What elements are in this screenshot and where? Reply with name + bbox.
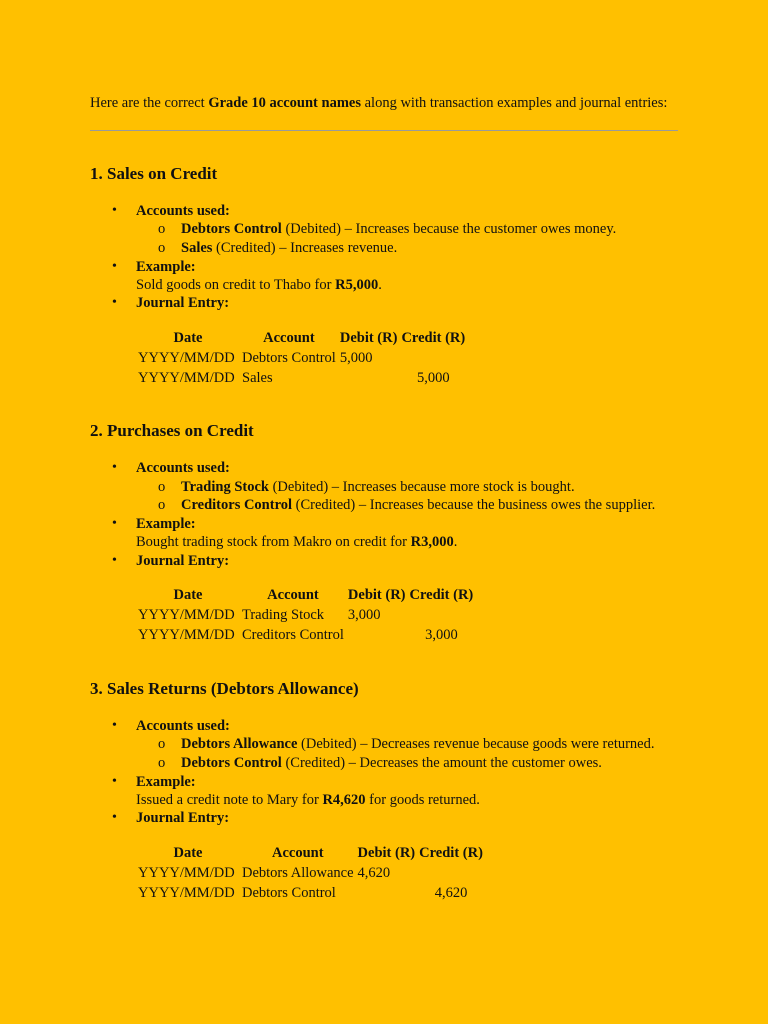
section-bullet-list <box>90 202 680 312</box>
account-item <box>136 754 680 773</box>
cell-credit: 3,000 <box>425 627 458 644</box>
list-item-journal-entry <box>90 552 680 570</box>
section-bullet-list <box>90 459 680 569</box>
account-desc: (Credited) – Increases revenue. <box>212 240 398 256</box>
table-row <box>136 348 467 368</box>
header-date: Date <box>173 844 203 861</box>
cell-account: Trading Stock <box>242 607 325 624</box>
sub-bullet-icon: o <box>158 754 166 771</box>
header-date: Date <box>173 587 203 604</box>
account-name: Sales <box>181 240 213 256</box>
cell-credit: 4,620 <box>434 884 468 901</box>
header-debit: Debit (R) <box>339 329 398 346</box>
account-name: Debtors Control <box>181 221 282 238</box>
list-item-example <box>90 258 680 294</box>
account-desc: (Credited) – Increases because the business owes the supplier. <box>292 497 656 514</box>
section-title: 2. Purchases on Credit <box>90 421 254 441</box>
section-sales-returns <box>90 679 680 903</box>
cell-account: Creditors Control <box>242 627 344 644</box>
cell-debit: 4,620 <box>357 864 391 881</box>
table-row <box>136 883 485 903</box>
sub-bullet-icon: o <box>158 240 166 256</box>
sub-bullet-icon: o <box>158 736 166 753</box>
table-row <box>136 368 467 388</box>
journal-header-row <box>136 328 467 348</box>
cell-debit <box>346 626 408 646</box>
cell-debit <box>356 883 418 903</box>
header-credit: Credit (R) <box>419 844 483 861</box>
header-credit: Credit (R) <box>409 587 474 604</box>
example-text-before: Issued a credit note to Mary for <box>136 791 323 808</box>
document-page <box>90 94 680 903</box>
intro-paragraph <box>90 94 680 112</box>
cell-debit: 5,000 <box>339 349 373 366</box>
account-item <box>136 735 680 754</box>
account-name: Debtors Control <box>181 754 282 771</box>
sub-bullet-icon: o <box>158 221 166 238</box>
header-account: Account <box>263 329 315 346</box>
intro-text-bold: Grade 10 account names <box>208 95 361 111</box>
accounts-sub-list <box>136 735 680 773</box>
journal-table <box>136 328 467 388</box>
account-item <box>136 239 680 258</box>
account-name: Creditors Control <box>181 497 293 514</box>
cell-date: YYYY/MM/DD <box>138 627 235 644</box>
example-amount: R4,620 <box>322 791 366 808</box>
account-name: Trading Stock <box>181 478 269 495</box>
journal-header-row <box>136 843 485 863</box>
example-text-after: for goods returned. <box>365 791 480 808</box>
journal-table <box>136 586 475 646</box>
cell-date: YYYY/MM/DD <box>138 884 235 901</box>
example-amount: R5,000 <box>335 277 379 293</box>
list-item-accounts-used <box>90 202 680 258</box>
cell-credit <box>399 348 467 368</box>
list-item-example <box>90 515 680 551</box>
journal-entry-label: Journal Entry: <box>136 810 230 827</box>
sub-bullet-icon: o <box>158 497 166 514</box>
section-bullet-list <box>90 717 680 827</box>
cell-account: Debtors Allowance <box>242 864 354 881</box>
section-title: 1. Sales on Credit <box>90 164 218 183</box>
cell-debit <box>338 368 400 388</box>
table-row <box>136 863 485 883</box>
account-desc: (Debited) – Increases because more stock is bought. <box>268 478 575 495</box>
intro-text-after: along with transaction examples and journal entries: <box>360 95 668 111</box>
cell-credit: 5,000 <box>417 369 450 386</box>
list-item-journal-entry <box>90 294 680 312</box>
journal-entry-label: Journal Entry: <box>136 552 230 569</box>
accounts-used-label: Accounts used: <box>136 717 230 734</box>
account-item <box>136 220 680 239</box>
table-row <box>136 606 475 626</box>
header-credit: Credit (R) <box>401 329 466 346</box>
example-amount: R3,000 <box>410 534 454 551</box>
example-text-before: Bought trading stock from Makro on credit for <box>136 534 411 551</box>
account-desc: (Debited) – Decreases revenue because goods were returned. <box>297 736 655 753</box>
cell-date: YYYY/MM/DD <box>138 607 235 624</box>
cell-account: Debtors Control <box>242 349 336 366</box>
example-label: Example: <box>136 773 196 790</box>
cell-account: Sales <box>242 369 273 386</box>
accounts-sub-list <box>136 478 680 516</box>
accounts-used-label: Accounts used: <box>136 460 230 477</box>
list-item-example <box>90 773 680 809</box>
cell-debit: 3,000 <box>347 607 381 624</box>
cell-account: Debtors Control <box>242 884 336 901</box>
header-debit: Debit (R) <box>357 844 416 861</box>
horizontal-rule <box>90 130 678 131</box>
example-text-after: . <box>453 534 458 551</box>
account-item <box>136 478 680 497</box>
journal-table <box>136 843 485 903</box>
example-label: Example: <box>136 258 196 275</box>
table-row <box>136 626 475 646</box>
accounts-sub-list <box>136 220 680 258</box>
account-desc: (Debited) – Increases because the customer owes money. <box>281 221 617 238</box>
cell-date: YYYY/MM/DD <box>138 349 235 366</box>
header-debit: Debit (R) <box>347 587 406 604</box>
cell-credit <box>408 606 476 626</box>
header-date: Date <box>173 329 203 346</box>
cell-date: YYYY/MM/DD <box>138 864 235 881</box>
cell-date: YYYY/MM/DD <box>138 369 235 386</box>
account-item <box>136 496 680 515</box>
example-text-after: . <box>378 277 382 293</box>
list-item-accounts-used <box>90 717 680 773</box>
sub-bullet-icon: o <box>158 478 166 495</box>
account-name: Debtors Allowance <box>181 736 298 753</box>
list-item-journal-entry <box>90 809 680 827</box>
cell-credit <box>417 863 485 883</box>
journal-header-row <box>136 586 475 606</box>
section-purchases-on-credit <box>90 421 680 645</box>
example-text-before: Sold goods on credit to Thabo for <box>136 277 336 293</box>
section-title: 3. Sales Returns (Debtors Allowance) <box>90 678 359 698</box>
journal-entry-label: Journal Entry: <box>136 295 230 312</box>
header-account: Account <box>271 844 324 861</box>
accounts-used-label: Accounts used: <box>136 203 230 219</box>
list-item-accounts-used <box>90 459 680 515</box>
header-account: Account <box>267 587 319 604</box>
intro-text-before: Here are the correct <box>90 95 209 111</box>
example-label: Example: <box>136 516 196 533</box>
section-sales-on-credit <box>90 164 680 388</box>
account-desc: (Credited) – Decreases the amount the customer owes. <box>281 754 602 771</box>
